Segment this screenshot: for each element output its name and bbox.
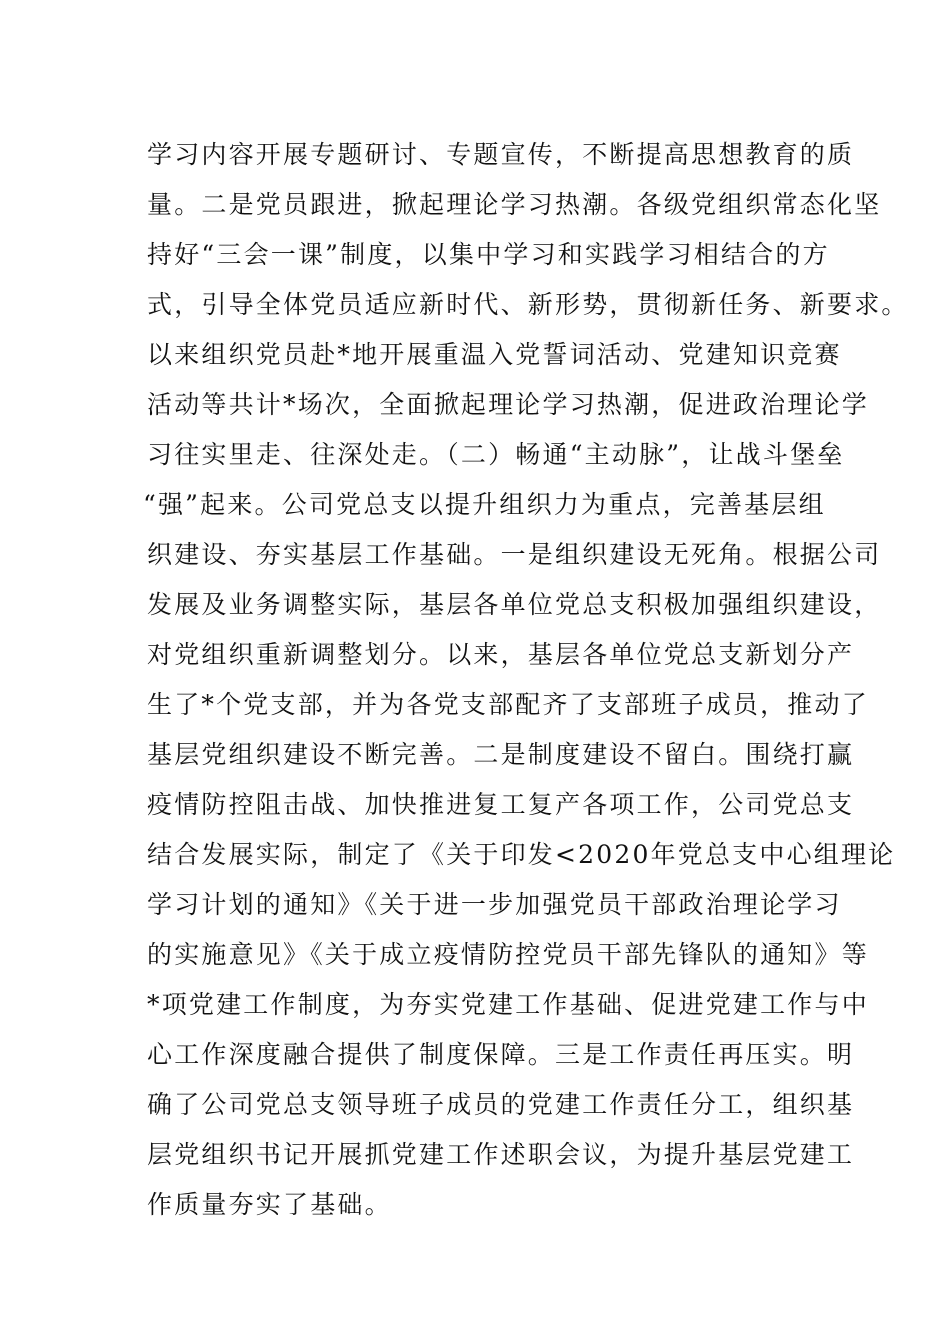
text-line: 疫情防控阻击战、加快推进复工复产各项工作，公司党总支	[147, 790, 855, 819]
text-line: 学习计划的通知》《关于进一步加强党员干部政治理论学习	[147, 890, 842, 919]
text-line: 习往实里走、往深处走。（二）畅通“主动脉”，让战斗堡垒	[147, 440, 845, 469]
text-line: 确了公司党总支领导班子成员的党建工作责任分工，组织基	[147, 1090, 855, 1119]
text-line: 对党组织重新调整划分。以来，基层各单位党总支新划分产	[147, 640, 855, 669]
text-line: “强”起来。公司党总支以提升组织力为重点，完善基层组	[143, 490, 826, 519]
text-line: 织建设、夯实基层工作基础。一是组织建设无死角。根据公司	[147, 540, 882, 569]
body-text	[143, 130, 909, 1230]
text-line: 发展及业务调整实际，基层各单位党总支积极加强组织建设，	[147, 590, 882, 619]
text-line: 以来组织党员赴*地开展重温入党誓词活动、党建知识竞赛	[147, 340, 842, 369]
text-line: 心工作深度融合提供了制度保障。三是工作责任再压实。明	[147, 1040, 855, 1069]
text-line: 的实施意见》《关于成立疫情防控党员干部先锋队的通知》等	[147, 940, 869, 969]
text-line: 持好“三会一课”制度，以集中学习和实践学习相结合的方	[147, 240, 830, 269]
text-line: *项党建工作制度，为夯实党建工作基础、促进党建工作与中	[147, 990, 869, 1019]
text-line: 生了*个党支部，并为各党支部配齐了支部班子成员，推动了	[147, 690, 869, 719]
text-line: 量。二是党员跟进，掀起理论学习热潮。各级党组织常态化坚	[147, 190, 882, 219]
text-line: 学习内容开展专题研讨、专题宣传，不断提高思想教育的质	[147, 140, 855, 169]
text-line: 式，引导全体党员适应新时代、新形势，贯彻新任务、新要求。	[147, 290, 909, 319]
text-line: 结合发展实际，制定了《关于印发<2020年党总支中心组理论	[147, 840, 896, 869]
text-line: 基层党组织建设不断完善。二是制度建设不留白。围绕打赢	[147, 740, 855, 769]
text-line: 活动等共计*场次，全面掀起理论学习热潮，促进政治理论学	[147, 390, 869, 419]
text-line: 层党组织书记开展抓党建工作述职会议，为提升基层党建工	[147, 1140, 855, 1169]
text-line: 作质量夯实了基础。	[147, 1190, 392, 1219]
